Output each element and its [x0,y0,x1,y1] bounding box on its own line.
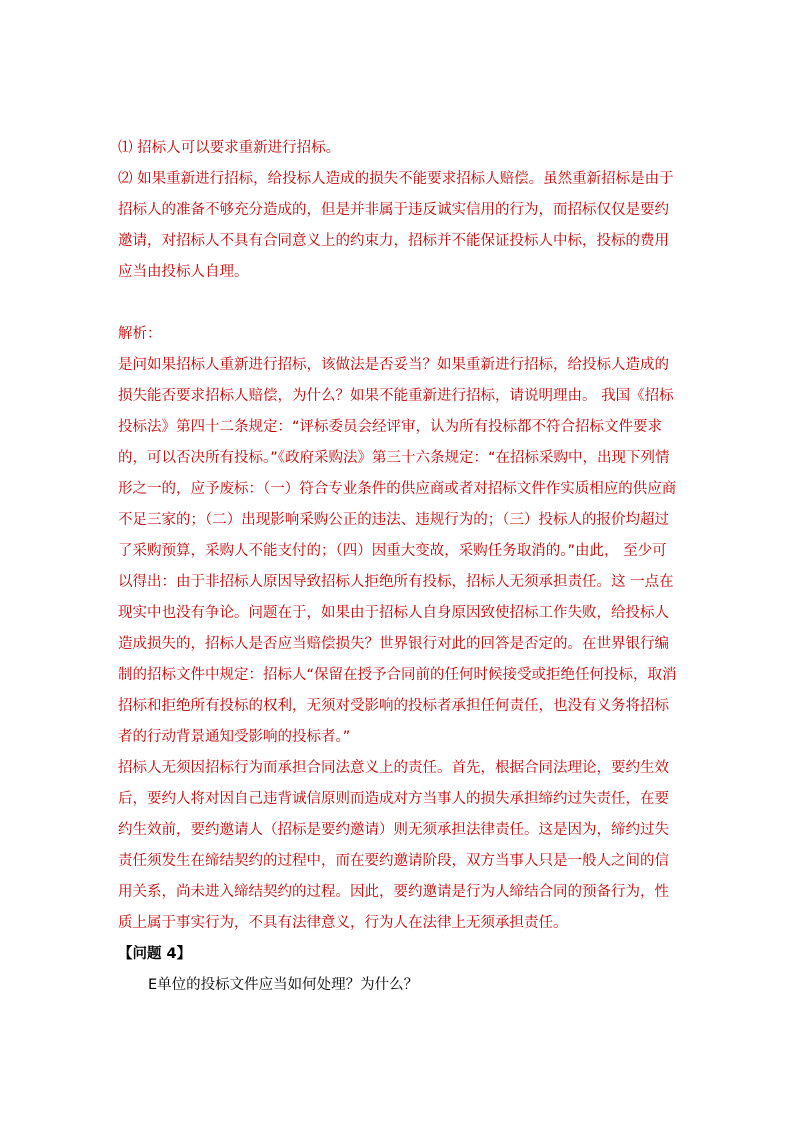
analysis-paragraph-1: 是问如果招标人重新进行招标，该做法是否妥当？如果重新进行招标，给投标人造成的损失能否要求招标人赔偿，为什么？如果不能重新进行招标，请说明理由。 我国《招标投标法》第四十二条规定：“评标委员会经评审，认为所有投标都不符合招标文件要求的，可以否决所有投标。”《政府采购法》第三十六条规定：“在招标采购中，出现下列情形之一的，应予废标：（一）符合专业条件的供应商或者对招标文件作实质相应的供应商不足三家的；（二）出现影响采购公正的违法、违规行为的；（三）投标人的报价均超过了采购预算，采购人不能支付的；（四）因重大变故，采购任务取消的。”由此， 至少可以得出：由于非招标人原因导致招标人拒绝所有投标，招标人无须承担责任。这 一点在现实中也没有争论。问题在于，如果由于招标人自身原因致使招标工作失败，给投标人造成损失的，招标人是否应当赔偿损失？世界银行对此的回答是否定的。在世界银行编制的招标文件中规定：招标人“保留在授予合同前的任何时候接受或拒绝任何投标，取消招标和拒绝所有投标的权利，无须对受影响的投标者承担任何责任，也没有义务将招标者的行动背景通知受影响的投标者。” [118,357,677,745]
answer-item-1: ⑴ 招标人可以要求重新进行招标。 [118,140,341,156]
question-4-heading: 【问题 4】 [118,946,192,962]
document-content [118,133,678,1001]
spacer [118,288,678,319]
answer-item-2: ⑵ 如果重新进行招标，给投标人造成的损失不能要求招标人赔偿。虽然重新招标是由于招标人的准备不够充分造成的，但是并非属于违反诚实信用的行为，而招标仅仅是要约邀请，对招标人不具有合同意义上的约束力，招标并不能保证投标人中标，投标的费用应当由投标人自理。 [118,171,674,280]
question-4-text: E单位的投标文件应当如何处理？为什么？ [148,977,419,993]
analysis-paragraph-2: 招标人无须因招标行为而承担合同法意义上的责任。首先，根据合同法理论，要约生效后，要约人将对因自己违背诚信原则而造成对方当事人的损失承担缔约过失责任，在要约生效前，要约邀请人（招标是要约邀请）则无须承担法律责任。这是因为，缔约过失责任须发生在缔结契约的过程中，而在要约邀请阶段，双方当事人只是一般人之间的信用关系，尚未进入缔结契约的过程。因此，要约邀请是行为人缔结合同的预备行为，性质上属于事实行为，不具有法律意义，行为人在法律上无须承担责任。 [118,760,669,931]
analysis-label: 解析： [118,326,162,342]
